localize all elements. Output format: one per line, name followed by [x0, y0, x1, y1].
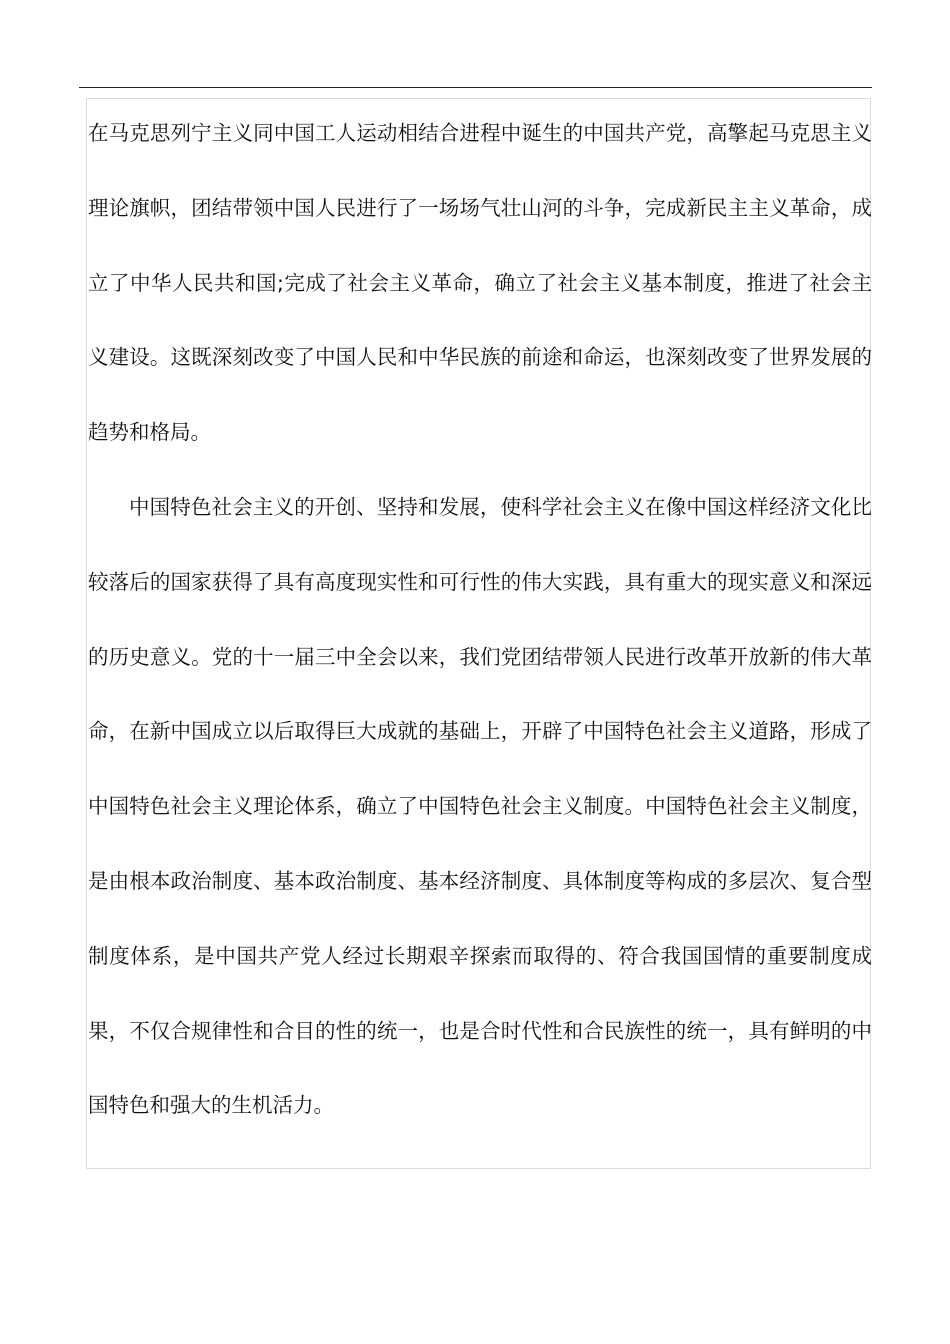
document-body — [88, 96, 872, 1143]
paragraph-2: 中国特色社会主义的开创、坚持和发展，使科学社会主义在像中国这样经济文化比较落后的国家获得了具有高度现实性和可行性的伟大实践，具有重大的现实意义和深远的历史意义。党的十一届三中全会以来，我们党团结带领人民进行改革开放新的伟大革命，在新中国成立以后取得巨大成就的基础上，开辟了中国特色社会主义道路，形成了中国特色社会主义理论体系，确立了中国特色社会主义制度。中国特色社会主义制度，是由根本政治制度、基本政治制度、基本经济制度、具体制度等构成的多层次、复合型制度体系，是中国共产党人经过长期艰辛探索而取得的、符合我国国情的重要制度成果，不仅合规律性和合目的性的统一，也是合时代性和合民族性的统一，具有鲜明的中国特色和强大的生机活力。 — [88, 494, 872, 1118]
paragraph-1: 在马克思列宁主义同中国工人运动相结合进程中诞生的中国共产党，高擎起马克思主义理论旗帜，团结带领中国人民进行了一场场气壮山河的斗争，完成新民主主义革命，成立了中华人民共和国;完成了社会主义革命，确立了社会主义基本制度，推进了社会主义建设。这既深刻改变了中国人民和中华民族的前途和命运，也深刻改变了世界发展的趋势和格局。 — [88, 121, 872, 445]
header-divider — [79, 87, 872, 88]
